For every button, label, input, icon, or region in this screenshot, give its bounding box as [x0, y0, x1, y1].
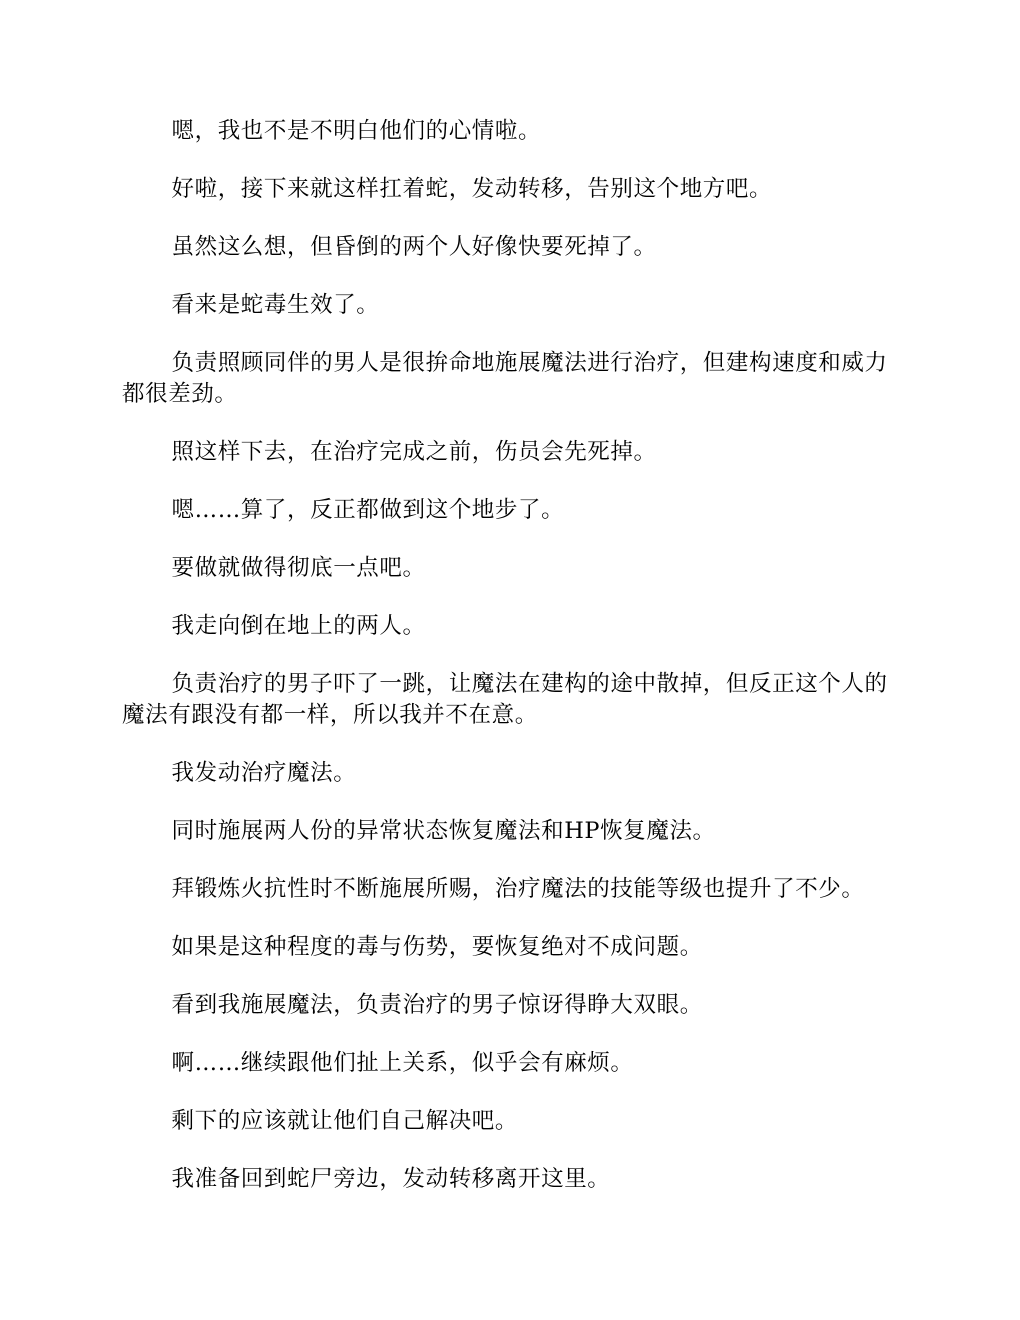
- document-page: [122, 116, 898, 1222]
- paragraph: 嗯……算了，反正都做到这个地步了。: [171, 497, 565, 523]
- paragraph: 拜锻炼火抗性时不断施展所赐，治疗魔法的技能等级也提升了不少。: [171, 876, 865, 902]
- paragraph: 如果是这种程度的毒与伤势，要恢复绝对不成问题。: [171, 934, 703, 960]
- paragraph: 我发动治疗魔法。: [171, 760, 357, 786]
- paragraph: 啊……继续跟他们扯上关系，似乎会有麻烦。: [171, 1050, 634, 1076]
- paragraph: 负责照顾同伴的男人是很拚命地施展魔法进行治疗，但建构速度和威力都很差劲。: [122, 350, 888, 407]
- paragraph: 好啦，接下来就这样扛着蛇，发动转移，告别这个地方吧。: [171, 176, 773, 202]
- paragraph: 看到我施展魔法，负责治疗的男子惊讶得睁大双眼。: [171, 992, 703, 1018]
- paragraph: 我走向倒在地上的两人。: [171, 613, 426, 639]
- paragraph: 负责治疗的男子吓了一跳，让魔法在建构的途中散掉，但反正这个人的魔法有跟没有都一样，所以我并不在意。: [122, 671, 888, 728]
- paragraph: 剩下的应该就让他们自己解决吧。: [171, 1108, 519, 1134]
- paragraph: 同时施展两人份的异常状态恢复魔法和HP恢复魔法。: [171, 818, 716, 844]
- paragraph: 要做就做得彻底一点吧。: [171, 555, 426, 581]
- paragraph: 虽然这么想，但昏倒的两个人好像快要死掉了。: [171, 234, 657, 260]
- paragraph: 嗯，我也不是不明白他们的心情啦。: [171, 118, 542, 144]
- paragraph: 照这样下去，在治疗完成之前，伤员会先死掉。: [171, 439, 657, 465]
- paragraph: 我准备回到蛇尸旁边，发动转移离开这里。: [171, 1166, 611, 1192]
- paragraph: 看来是蛇毒生效了。: [171, 292, 380, 318]
